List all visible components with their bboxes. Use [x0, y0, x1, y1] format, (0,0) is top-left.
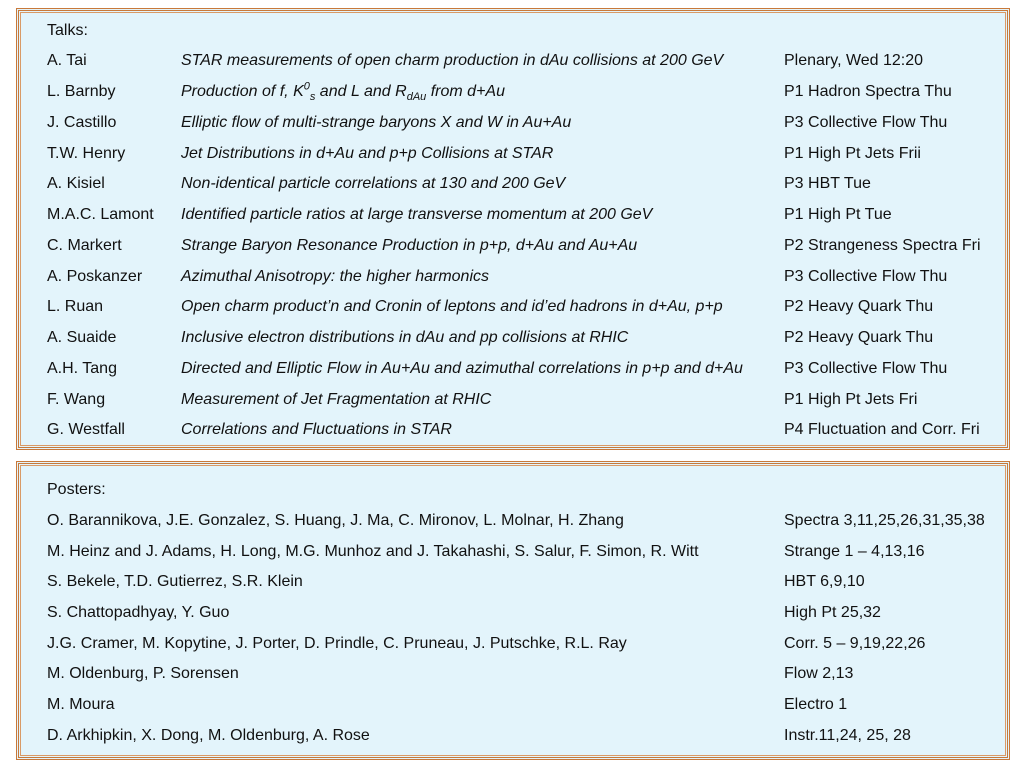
poster-row [47, 601, 1007, 625]
poster-authors: O. Barannikova, J.E. Gonzalez, S. Huang, J. Ma, C. Mironov, L. Molnar, H. Zhang [47, 512, 624, 529]
poster-topic: Electro 1 [784, 696, 848, 713]
poster-row [47, 662, 1007, 686]
talk-row [47, 418, 1007, 442]
poster-row [47, 509, 1007, 533]
talk-speaker: A. Tai [47, 52, 87, 69]
talk-title: Directed and Elliptic Flow in Au+Au and azimuthal correlations in p+p and d+Au [181, 360, 743, 377]
talk-title: Correlations and Fluctuations in STAR [181, 421, 452, 438]
talk-session: P1 Hadron Spectra Thu [784, 83, 952, 100]
posters-panel [16, 461, 1010, 760]
talk-session: P4 Fluctuation and Corr. Fri [784, 421, 980, 438]
poster-topic: Strange 1 – 4,13,16 [784, 543, 925, 560]
poster-authors: M. Heinz and J. Adams, H. Long, M.G. Munhoz and J. Takahashi, S. Salur, F. Simon, R. Witt [47, 543, 699, 560]
talk-speaker: G. Westfall [47, 421, 125, 438]
talk-speaker: A. Kisiel [47, 175, 105, 192]
poster-row [47, 724, 1007, 748]
talk-session: P2 Strangeness Spectra Fri [784, 237, 981, 254]
talk-session: P2 Heavy Quark Thu [784, 329, 934, 346]
poster-row [47, 570, 1007, 594]
talk-speaker: L. Ruan [47, 298, 104, 315]
poster-authors: M. Oldenburg, P. Sorensen [47, 665, 239, 682]
talk-speaker: L. Barnby [47, 83, 116, 100]
talk-row [47, 295, 1007, 319]
poster-row [47, 540, 1007, 564]
talk-title: Strange Baryon Resonance Production in p+p, d+Au and Au+Au [181, 237, 638, 254]
talk-title: Measurement of Jet Fragmentation at RHIC [181, 391, 492, 408]
poster-topic: High Pt 25,32 [784, 604, 881, 621]
talk-speaker: C. Markert [47, 237, 122, 254]
poster-topic: Instr.11,24, 25, 28 [784, 727, 911, 744]
poster-topic: Flow 2,13 [784, 665, 854, 682]
talk-row [47, 388, 1007, 412]
poster-authors: J.G. Cramer, M. Kopytine, J. Porter, D. Prindle, C. Pruneau, J. Putschke, R.L. Ray [47, 635, 627, 652]
talk-row [47, 326, 1007, 350]
talk-row [47, 111, 1007, 135]
talk-speaker: T.W. Henry [47, 145, 126, 162]
talk-session: P1 High Pt Jets Fri [784, 391, 918, 408]
talk-speaker: J. Castillo [47, 114, 117, 131]
poster-row [47, 693, 1007, 717]
talk-row [47, 49, 1007, 73]
poster-topic: Spectra 3,11,25,26,31,35,38 [784, 512, 985, 529]
talk-title: STAR measurements of open charm production in dAu collisions at 200 GeV [181, 52, 724, 69]
talks-panel [16, 8, 1010, 450]
talk-speaker: F. Wang [47, 391, 106, 408]
talk-row [47, 203, 1007, 227]
talk-speaker: A. Suaide [47, 329, 117, 346]
talk-row [47, 357, 1007, 381]
poster-topic: HBT 6,9,10 [784, 573, 865, 590]
talk-title: Production of f, $K^0_s$ and L and $R_{dAu}$ from d+Au [181, 80, 505, 104]
talk-session: P3 HBT Tue [784, 175, 871, 192]
poster-authors: S. Chattopadhyay, Y. Guo [47, 604, 230, 621]
talk-title: Inclusive electron distributions in dAu and pp collisions at RHIC [181, 329, 629, 346]
talk-row [47, 172, 1007, 196]
talk-title: Elliptic flow of multi-strange baryons X and W in Au+Au [181, 114, 572, 131]
talk-session: P3 Collective Flow Thu [784, 268, 948, 285]
poster-authors: M. Moura [47, 696, 115, 713]
poster-topic: Corr. 5 – 9,19,22,26 [784, 635, 926, 652]
talk-title: Jet Distributions in d+Au and p+p Collisions at STAR [181, 145, 554, 162]
talk-row [47, 80, 1007, 104]
talk-speaker: A. Poskanzer [47, 268, 143, 285]
talk-session: P2 Heavy Quark Thu [784, 298, 934, 315]
talk-title: Identified particle ratios at large transverse momentum at 200 GeV [181, 206, 653, 223]
talk-speaker: A.H. Tang [47, 360, 117, 377]
talk-title: Azimuthal Anisotropy: the higher harmonics [181, 268, 489, 285]
talk-speaker: M.A.C. Lamont [47, 206, 154, 223]
talk-session: P3 Collective Flow Thu [784, 114, 948, 131]
talk-title: Non-identical particle correlations at 130 and 200 GeV [181, 175, 566, 192]
talk-session: Plenary, Wed 12:20 [784, 52, 924, 69]
talk-row [47, 234, 1007, 258]
talk-session: P1 High Pt Tue [784, 206, 892, 223]
talk-row [47, 265, 1007, 289]
talk-row [47, 142, 1007, 166]
posters-heading: Posters: [47, 481, 106, 498]
poster-authors: S. Bekele, T.D. Gutierrez, S.R. Klein [47, 573, 303, 590]
talk-session: P3 Collective Flow Thu [784, 360, 948, 377]
talks-heading: Talks: [47, 22, 88, 39]
poster-row [47, 632, 1007, 656]
poster-authors: D. Arkhipkin, X. Dong, M. Oldenburg, A. Rose [47, 727, 370, 744]
talk-session: P1 High Pt Jets Frii [784, 145, 921, 162]
talk-title: Open charm product’n and Cronin of leptons and id’ed hadrons in d+Au, p+p [181, 298, 723, 315]
